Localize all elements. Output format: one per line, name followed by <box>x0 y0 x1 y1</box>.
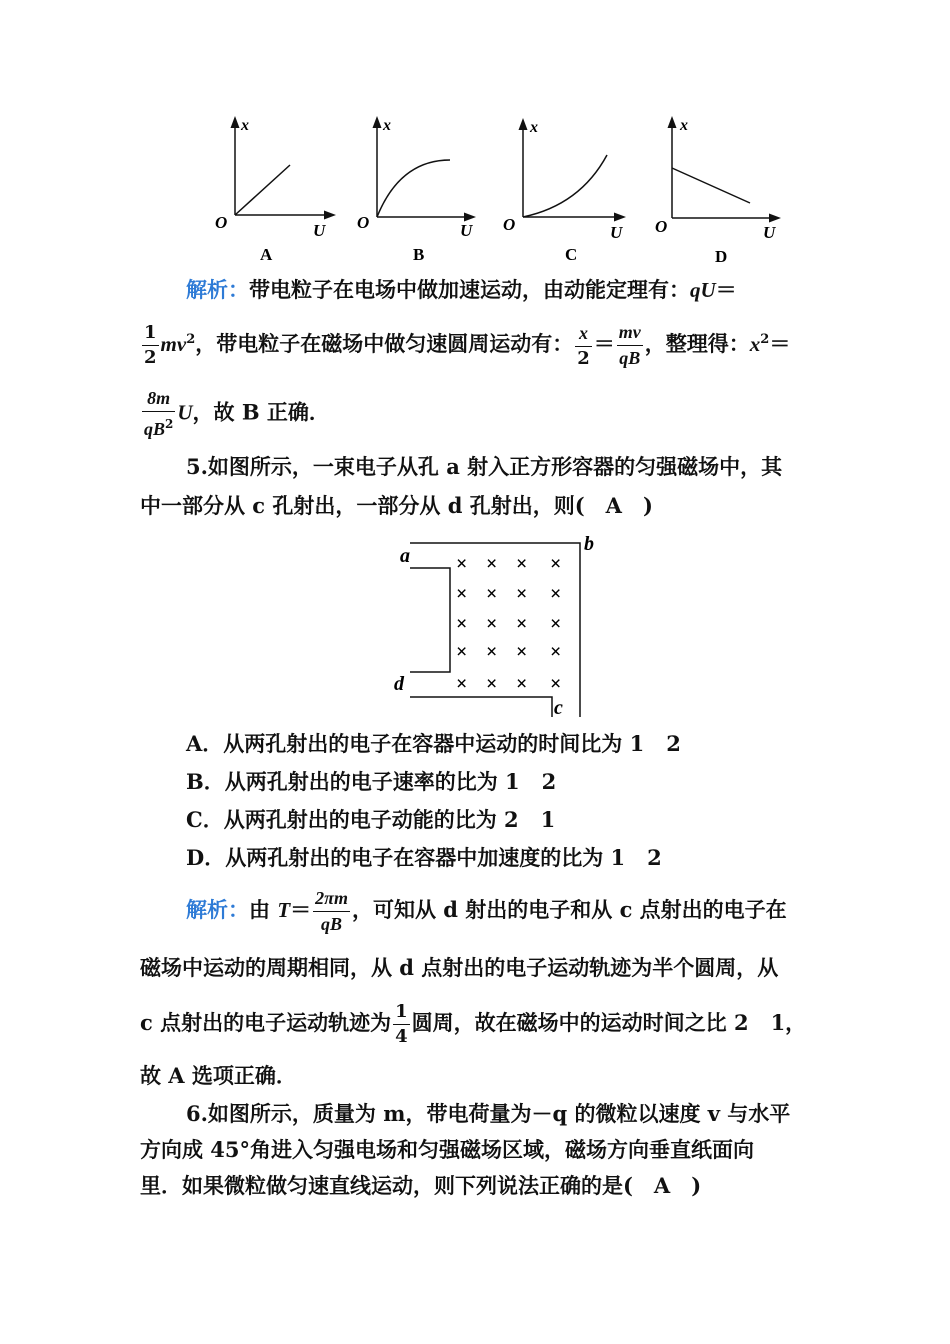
analysis2-line3: c 点射出的电子运动轨迹为 $\frac{1}{4}$ 圆周，故在磁场中的运动时间之比 2 1， <box>140 1001 807 1047</box>
graph-a <box>215 117 330 264</box>
cross-mark: × <box>550 641 562 663</box>
option-d: D．从两孔射出的电子在容器中加速度的比为 1 2 <box>186 845 662 870</box>
graph-a-u-label: U <box>313 221 326 240</box>
graph-b-x-label: x <box>383 117 391 134</box>
label-c: c <box>554 697 563 719</box>
cross-mark: × <box>456 553 468 575</box>
analysis2-line4: 故 A 选项正确． <box>140 1063 297 1088</box>
graphs-row <box>205 110 795 270</box>
cross-mark: × <box>550 583 562 605</box>
label-d: d <box>394 673 404 695</box>
graph-d-label: D <box>715 247 728 266</box>
cross-mark: × <box>516 583 528 605</box>
cross-mark: × <box>486 641 498 663</box>
label-b: b <box>584 533 594 555</box>
cross-mark: × <box>516 673 528 695</box>
label-a: a <box>400 545 410 567</box>
graph-c-origin: O <box>503 215 516 234</box>
cross-mark: × <box>516 613 528 635</box>
graph-a-x-label: x <box>241 117 249 134</box>
magnetic-field-crosses <box>456 553 561 695</box>
fraction-mv-over-qb: $\frac{mv}{qB}$ <box>618 322 641 368</box>
graph-b <box>357 117 473 264</box>
q6-line1: 6.如图所示，质量为 m，带电荷量为－q 的微粒以速度 v 与水平 <box>186 1101 791 1126</box>
graph-a-label: A <box>260 245 273 264</box>
graph-c <box>503 119 623 264</box>
cross-mark: × <box>486 673 498 695</box>
cross-mark: × <box>516 641 528 663</box>
cross-mark: × <box>516 553 528 575</box>
graph-c-x-label: x <box>530 119 538 136</box>
option-c: C．从两孔射出的电子动能的比为 2 1 <box>186 807 556 832</box>
graph-a-curve <box>235 165 290 215</box>
graph-a-origin: O <box>215 213 228 232</box>
cross-mark: × <box>456 673 468 695</box>
graph-d-u-label: U <box>763 223 776 242</box>
analysis1-tag: 解析： <box>186 277 249 302</box>
analysis2-tag: 解析： <box>186 897 249 922</box>
graph-d-x-label: x <box>680 117 688 134</box>
cross-mark: × <box>456 583 468 605</box>
graph-b-label: B <box>413 245 425 264</box>
cross-mark: × <box>486 583 498 605</box>
option-a: A．从两孔射出的电子在容器中运动的时间比为 1 2 <box>186 731 681 756</box>
graph-c-label: C <box>565 245 578 264</box>
analysis1-line2: $\frac{1}{2}$ $mv^2$，带电粒子在磁场中做匀速圆周运动有： $\frac{x}{2}$ ＝ $\frac{mv}{qB}$ ，整理得：$x^2=$ <box>140 320 790 371</box>
graph-d-curve <box>672 168 750 203</box>
container-diagram <box>390 530 610 720</box>
graph-c-curve <box>523 155 607 217</box>
graph-b-u-label: U <box>460 221 473 240</box>
q5-line2: 中一部分从 c 孔射出，一部分从 d 孔射出，则( A ) <box>140 493 653 518</box>
analysis2-line2: 磁场中运动的周期相同，从 d 点射出的电子运动轨迹为半个圆周，从 <box>140 955 779 980</box>
graph-b-origin: O <box>357 213 370 232</box>
analysis2-line1: 解析：由 T＝ $\frac{2\pi m}{qB}$ ，可知从 d 射出的电子和从 c 点射出的电子在 <box>186 886 787 937</box>
q6-line2: 方向成 45°角进入匀强电场和匀强磁场区域，磁场方向垂直纸面向 <box>140 1137 755 1162</box>
fraction-8m-over-qb2: $\frac{8m}{qB^2}$ <box>144 388 174 439</box>
fraction-quarter: $\frac{1}{4}$ <box>395 1001 408 1047</box>
q5-line1: 5.如图所示，一束电子从孔 a 射入正方形容器的匀强磁场中，其 <box>186 454 783 479</box>
graph-b-curve <box>377 160 450 217</box>
q6-line3: 里．如果微粒做匀速直线运动，则下列说法正确的是( A ) <box>140 1173 702 1198</box>
cross-mark: × <box>486 553 498 575</box>
cross-mark: × <box>456 613 468 635</box>
graph-d <box>655 117 776 266</box>
cross-mark: × <box>486 613 498 635</box>
cross-mark: × <box>550 673 562 695</box>
analysis1-line3: $\frac{8m}{qB^2}$ U，故 B 正确． <box>140 386 330 442</box>
fraction-2pim-over-qb: $\frac{2\pi m}{qB}$ <box>315 888 348 934</box>
graph-c-u-label: U <box>610 223 623 242</box>
fraction-half: $\frac{1}{2}$ <box>144 322 157 368</box>
cross-mark: × <box>456 641 468 663</box>
option-b: B．从两孔射出的电子速率的比为 1 2 <box>186 769 557 794</box>
fraction-x-over-2: $\frac{x}{2}$ <box>577 322 590 369</box>
analysis1-line1: 解析：带电粒子在电场中做加速运动，由动能定理有：qU＝ <box>186 277 737 302</box>
cross-mark: × <box>550 613 562 635</box>
graph-d-origin: O <box>655 217 668 236</box>
cross-mark: × <box>550 553 562 575</box>
